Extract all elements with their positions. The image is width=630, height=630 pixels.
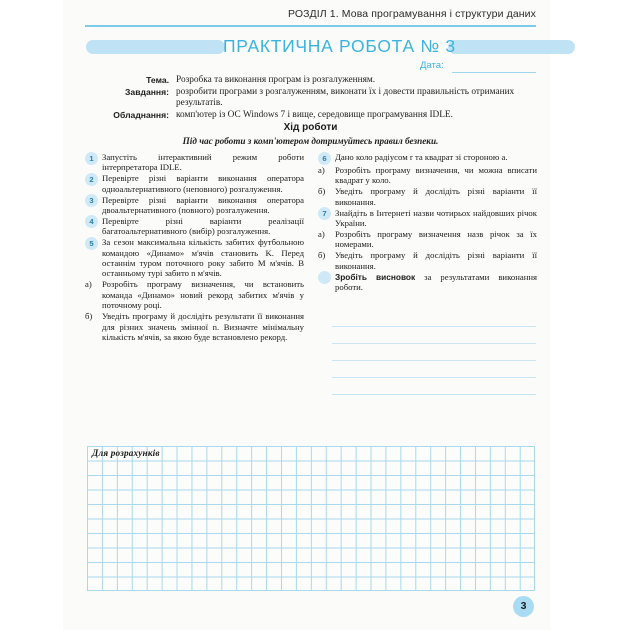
task-subitem bbox=[318, 229, 537, 250]
write-line[interactable] bbox=[332, 360, 536, 361]
subitem-marker: а) bbox=[318, 228, 325, 239]
conclusion-lead: Зробіть висновок bbox=[335, 271, 416, 282]
task-text: За сезон максимальна кількість забитих футбольною командою «Динамо» м'ячів становить K. Перед останнім туром поточного року забито M м'ячів. В останньому турі забито n м'ячів. bbox=[102, 237, 304, 279]
meta-value-equipment: комп'ютер із ОС Windows 7 і вище, середовище програмування IDLE. bbox=[176, 109, 453, 120]
task-item bbox=[85, 216, 304, 237]
task-item bbox=[318, 152, 537, 165]
subitem-text: Уведіть програму й дослідіть різні варіанти її виконання. bbox=[335, 186, 537, 207]
subitem-text: Розробіть програму визначення, чи можна вписати квадрат у коло. bbox=[335, 165, 537, 186]
task-item bbox=[85, 173, 304, 194]
date-label: Дата: bbox=[420, 60, 444, 71]
subitem-text: Розробіть програму визначення, чи встановить команда «Динамо» новий рекорд забитих м'ячів у поточному році. bbox=[102, 279, 304, 311]
date-field[interactable] bbox=[420, 60, 536, 74]
subitem-marker: б) bbox=[318, 186, 326, 197]
meta-key-task: Завдання: bbox=[125, 86, 169, 97]
subitem-text: Розробіть програму визначення назв річок за їх номерами. bbox=[335, 228, 537, 250]
task-text: Перевірте різні варіанти реалізації багатоальтернативного (вибір) розгалуження. bbox=[102, 215, 304, 237]
subitem-marker: а) bbox=[85, 279, 92, 290]
conclusion-text bbox=[335, 272, 537, 293]
task-item bbox=[85, 237, 304, 279]
task-number-badge: 6 bbox=[318, 152, 331, 165]
subitem-text: Уведіть програму й дослідіть результати її виконання для різних значень змінної n. Визначте мінімальну кількість м'ячів, за якою буде встановлено рекорд. bbox=[102, 311, 304, 342]
task-number-badge: 7 bbox=[318, 207, 331, 220]
page-gutter-right bbox=[550, 0, 630, 630]
task-number-badge: 1 bbox=[85, 152, 98, 165]
subitem-marker: б) bbox=[85, 311, 93, 322]
subitem-marker: б) bbox=[318, 250, 326, 261]
task-subitem bbox=[318, 165, 537, 186]
date-write-rule[interactable] bbox=[452, 72, 536, 73]
task-subitem bbox=[85, 311, 304, 342]
calculation-grid-caption: Для розрахунків bbox=[92, 448, 160, 458]
meta-value-topic: Розробка та виконання програм із розгалуженням. bbox=[176, 75, 376, 85]
write-line[interactable] bbox=[332, 377, 536, 378]
task-column-right bbox=[318, 152, 537, 293]
title-band bbox=[63, 36, 550, 58]
page-gutter-left bbox=[0, 0, 63, 630]
write-line[interactable] bbox=[332, 394, 536, 395]
task-number-badge: 4 bbox=[85, 215, 98, 228]
procedure-title: Хід роботи bbox=[283, 122, 338, 133]
title-decor-pill-right bbox=[448, 40, 575, 54]
meta-row-topic bbox=[85, 75, 536, 87]
conclusion-write-lines[interactable] bbox=[332, 326, 536, 411]
task-text: Знайдіть в Інтернеті назви чотирьох найдовших річок України. bbox=[335, 207, 537, 229]
conclusion-bullet-icon bbox=[318, 271, 331, 284]
running-head-rule bbox=[85, 25, 536, 27]
task-text: Запустіть інтерактивний режим роботи інтерпретатора IDLE. bbox=[102, 152, 304, 173]
task-number-badge: 5 bbox=[85, 237, 98, 250]
conclusion-item bbox=[318, 272, 537, 293]
safety-note: Під час роботи з комп'ютером дотримуйтесь правил безпеки. bbox=[182, 136, 439, 146]
lab-meta-block bbox=[85, 75, 536, 121]
task-subitem bbox=[318, 186, 537, 207]
task-number-badge: 3 bbox=[85, 194, 98, 207]
meta-key-equipment: Обладнання: bbox=[113, 109, 169, 120]
subitem-marker: а) bbox=[318, 165, 325, 175]
calculation-grid[interactable] bbox=[87, 446, 535, 591]
task-item bbox=[85, 152, 304, 173]
task-number-badge: 2 bbox=[85, 173, 98, 186]
meta-row-task bbox=[85, 87, 536, 110]
task-column-left bbox=[85, 152, 304, 343]
task-item bbox=[318, 208, 537, 229]
page-number-badge: 3 bbox=[513, 596, 534, 617]
task-text: Дано коло радіусом r та квадрат зі стороною a. bbox=[335, 152, 508, 162]
meta-key-topic: Тема. bbox=[146, 75, 169, 85]
task-text: Перевірте різні варіанти виконання оператора одноальтернативного (неповного) розгалуження. bbox=[102, 173, 304, 194]
title-decor-pill-left bbox=[86, 40, 225, 54]
conclusion-rest: за результатами виконання роботи. bbox=[335, 271, 537, 292]
write-line[interactable] bbox=[332, 326, 536, 327]
task-subitem bbox=[85, 279, 304, 310]
page-title: ПРАКТИЧНА РОБОТА № 3 bbox=[223, 36, 456, 56]
subitem-text: Уведіть програму й дослідіть різні варіанти її виконання. bbox=[335, 250, 537, 271]
write-line[interactable] bbox=[332, 343, 536, 344]
task-text: Перевірте різні варіанти виконання оператора двоальтернативного (повного) розгалуження. bbox=[102, 194, 304, 216]
meta-value-task: розробити програми з розгалуженням, виконати їх і довести правильність отриманих результатів. bbox=[176, 86, 515, 109]
meta-row-equipment bbox=[85, 110, 536, 122]
task-subitem bbox=[318, 250, 537, 271]
running-head: РОЗДІЛ 1. Мова програмування і структури даних bbox=[287, 8, 536, 20]
task-item bbox=[85, 195, 304, 216]
